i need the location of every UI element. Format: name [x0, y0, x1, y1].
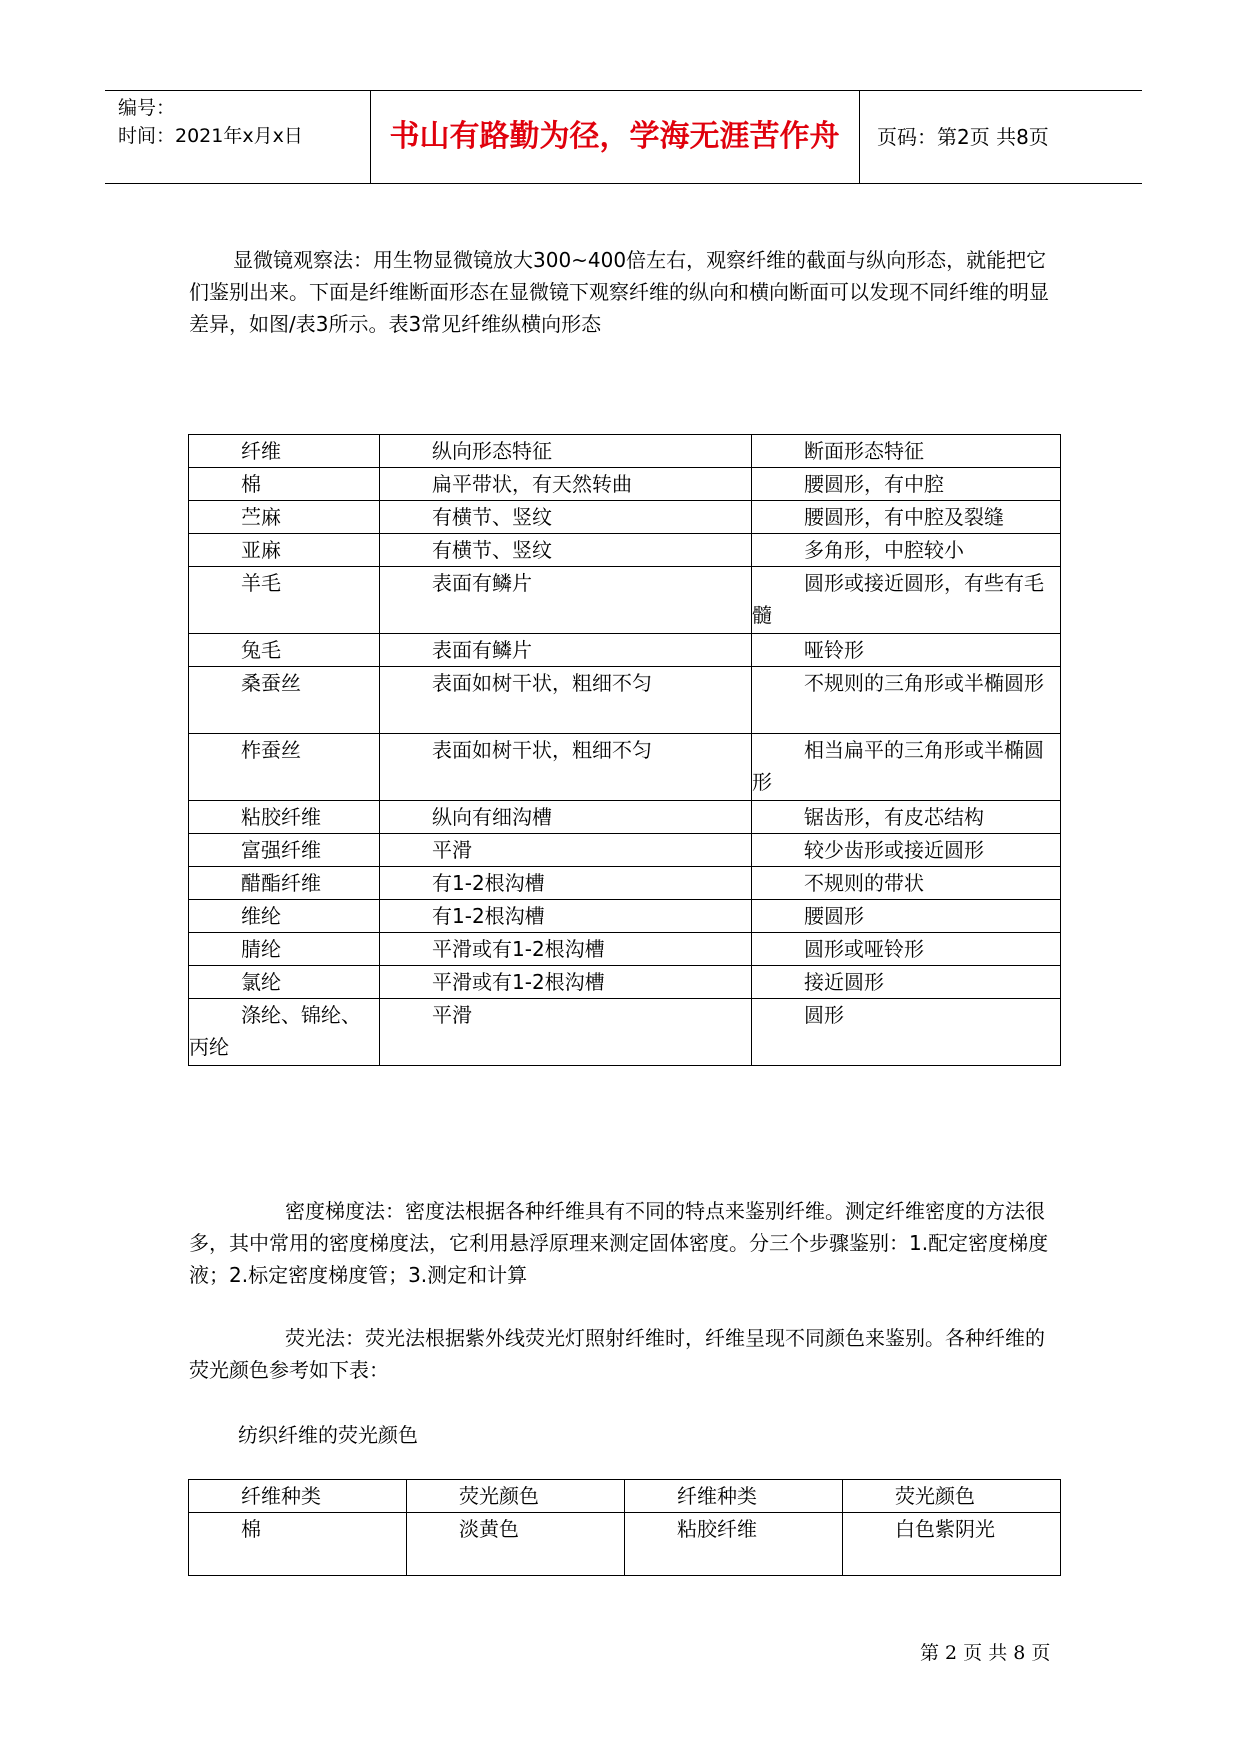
table-cell: 亚麻	[189, 534, 380, 567]
table-cell: 富强纤维	[189, 834, 380, 867]
table-cell: 有1-2根沟槽	[380, 867, 752, 900]
fluorescence-table	[188, 1479, 1061, 1576]
table-header-row	[189, 1480, 1061, 1513]
number-label: 编号：	[118, 97, 176, 119]
table-cell: 相当扁平的三角形或半椭圆形	[752, 734, 1061, 801]
table-row	[189, 933, 1061, 966]
table-cell: 棉	[189, 1513, 407, 1576]
paragraph-density: 密度梯度法：密度法根据各种纤维具有不同的特点来鉴别纤维。测定纤维密度的方法很多，其中常用的密度梯度法，它利用悬浮原理来测定固体密度。分三个步骤鉴别：1.配定密度梯度液；2.标定密度梯度管；3.测定和计算	[189, 1199, 1049, 1287]
table-row	[189, 1513, 1061, 1576]
table-cell: 粘胶纤维	[189, 801, 380, 834]
table-cell: 苎麻	[189, 501, 380, 534]
table-cell: 断面形态特征	[752, 435, 1061, 468]
table-cell: 纤维	[189, 435, 380, 468]
table2-title: 纺织纤维的荧光颜色	[238, 1423, 418, 1447]
table-row	[189, 734, 1061, 801]
table-row	[189, 900, 1061, 933]
table-cell: 表面有鳞片	[380, 567, 752, 634]
table-cell: 表面有鳞片	[380, 634, 752, 667]
table-cell: 圆形或接近圆形，有些有毛髓	[752, 567, 1061, 634]
table-row	[189, 667, 1061, 734]
table-cell: 接近圆形	[752, 966, 1061, 999]
table-cell: 维纶	[189, 900, 380, 933]
table-row	[189, 501, 1061, 534]
table-cell: 白色紫阴光	[843, 1513, 1061, 1576]
table-cell: 桑蚕丝	[189, 667, 380, 734]
table-row	[189, 801, 1061, 834]
table-row	[189, 567, 1061, 634]
table-cell: 圆形或哑铃形	[752, 933, 1061, 966]
table-cell: 表面如树干状，粗细不匀	[380, 667, 752, 734]
table-row	[189, 634, 1061, 667]
table-row	[189, 534, 1061, 567]
table-row	[189, 834, 1061, 867]
table-cell: 有横节、竖纹	[380, 534, 752, 567]
table-cell: 纵向形态特征	[380, 435, 752, 468]
table-cell: 平滑或有1-2根沟槽	[380, 966, 752, 999]
table-cell: 平滑或有1-2根沟槽	[380, 933, 752, 966]
table-cell: 平滑	[380, 999, 752, 1066]
table-cell: 腰圆形，有中腔及裂缝	[752, 501, 1061, 534]
table-cell: 纤维种类	[625, 1480, 843, 1513]
table-cell: 兔毛	[189, 634, 380, 667]
table-cell: 平滑	[380, 834, 752, 867]
table-row	[189, 966, 1061, 999]
header-meta	[105, 91, 371, 183]
table-cell: 柞蚕丝	[189, 734, 380, 801]
table-cell: 腈纶	[189, 933, 380, 966]
table-cell: 棉	[189, 468, 380, 501]
table-cell: 荧光颜色	[843, 1480, 1061, 1513]
table-cell: 羊毛	[189, 567, 380, 634]
table-cell: 有1-2根沟槽	[380, 900, 752, 933]
table-cell: 氯纶	[189, 966, 380, 999]
paragraph-microscope: 显微镜观察法：用生物显微镜放大300~400倍左右，观察纤维的截面与纵向形态，就能把它们鉴别出来。下面是纤维断面形态在显微镜下观察纤维的纵向和横向断面可以发现不同纤维的明显差异，如图/表3所示。表3常见纤维纵横向形态	[189, 248, 1049, 336]
table-cell: 荧光颜色	[407, 1480, 625, 1513]
table-row	[189, 468, 1061, 501]
table-cell: 哑铃形	[752, 634, 1061, 667]
table-cell: 多角形，中腔较小	[752, 534, 1061, 567]
table-cell: 粘胶纤维	[625, 1513, 843, 1576]
table-cell: 腰圆形，有中腔	[752, 468, 1061, 501]
table-cell: 有横节、竖纹	[380, 501, 752, 534]
table-cell: 不规则的三角形或半椭圆形	[752, 667, 1061, 734]
header-motto: 书山有路勤为径，学海无涯苦作舟	[370, 91, 860, 183]
table-header-row	[189, 435, 1061, 468]
table-cell: 扁平带状，有天然转曲	[380, 468, 752, 501]
table-cell: 较少齿形或接近圆形	[752, 834, 1061, 867]
table-cell: 锯齿形，有皮芯结构	[752, 801, 1061, 834]
table-row	[189, 999, 1061, 1066]
table-cell: 纵向有细沟槽	[380, 801, 752, 834]
table-cell: 淡黄色	[407, 1513, 625, 1576]
table-cell: 涤纶、锦纶、丙纶	[189, 999, 380, 1066]
fiber-morphology-table	[188, 434, 1061, 1066]
paragraph-fluorescence: 荧光法：荧光法根据紫外线荧光灯照射纤维时，纤维呈现不同颜色来鉴别。各种纤维的荧光颜色参考如下表：	[189, 1326, 1045, 1382]
page-footer: 第 2 页 共 8 页	[920, 1642, 1051, 1664]
table-cell: 表面如树干状，粗细不匀	[380, 734, 752, 801]
table-cell: 不规则的带状	[752, 867, 1061, 900]
table-row	[189, 867, 1061, 900]
table-cell: 腰圆形	[752, 900, 1061, 933]
time-label: 时间：2021年x月x日	[118, 125, 303, 147]
table-cell: 醋酯纤维	[189, 867, 380, 900]
table-cell: 圆形	[752, 999, 1061, 1066]
page-header	[105, 90, 1142, 184]
table-cell: 纤维种类	[189, 1480, 407, 1513]
header-page-label: 页码：第2页 共8页	[877, 125, 1049, 149]
